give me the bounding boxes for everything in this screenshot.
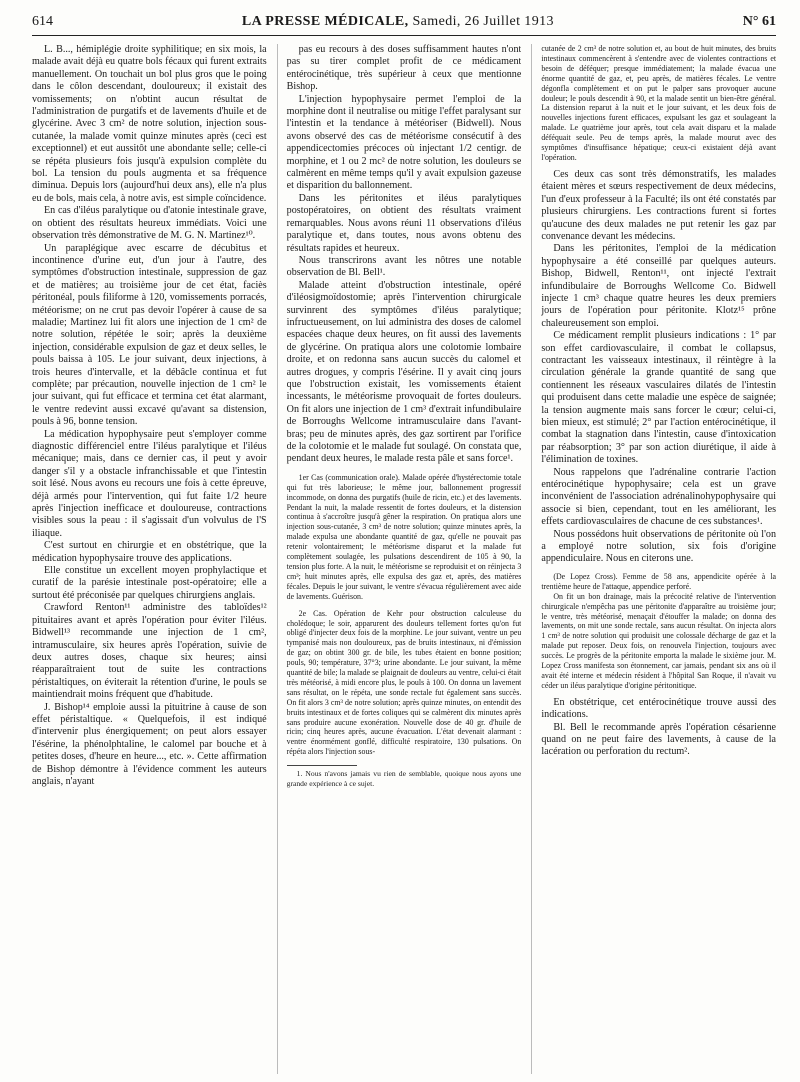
page-header: [32, 14, 776, 36]
paragraph: Crawford Renton¹¹ administre des tabloïdes¹² pituitaires avant et après l'opération pour éviter l'iléus. Bidwell¹³ recommande une injection de 1 cm², intramusculaire, six heures après l'opération, suivie de deux autres doses, chaque six heures; ainsi réapparaîtraient tout de suite les contractions péristaltiques, on éviterait la rétention d'urine, le pouls se maintiendrait moins fréquent que d'habitude.: [32, 602, 267, 701]
case-bell-paragraph: Malade atteint d'obstruction intestinale, opéré d'iléosigmoïdostomie; après l'intervention chirurgicale survinrent des symptômes d'iléus paralytique; infructueusement, on lui administra des doses de calomel espacées chaque deux heures, on fit aussi des lavements de glycérine. On pratiqua alors une colotomie lombaire droite, et on redonna sans aucun succès du calomel et autres drogues, y compris l'ésérine. Il y avait cinq jours que l'obstruction existait, les vomissements étaient incessants, le météorisme provoquait de fortes douleurs. On fit alors une injection de 1 cm³ d'extrait infundibulaire de Borroughs Wellcome intramusculaire dans l'avant-bras; peu de minutes après, des gaz sortirent par l'orifice de la colotomie et le malade fut soulagé. On constata que, pendant deux heures, le malade resta pâle et sans force¹.: [286, 279, 522, 465]
paragraph: Un paraplégique avec escarre de décubitus et incontinence d'urine eut, d'un jour à l'autre, des symptômes d'obstruction intestinale, suppression de gaz et de matières; au troisième jour de cet état, faciès péritonéal, pouls filiforme à 120, vomissements porracés, météorisme; on ne crut pas devoir l'opérer à cause de sa maladie; Martinez lui fit alors une injection de 1 cm² de notre solution, répétée le soir; après la deuxième injection, considérable expulsion de gaz et deux selles, le pouls baissa à 105. Le jour suivant, deux injections, à trois heures d'intervalle, et la débâcle continua et fut complète; par précaution, nouvelle injection de 1 cm² le jour suivant, qui fut efficace et termina cet état alarmant, le ventre redevint aussi excavé qu'avant sa distension, pouls à 96, bonne tension.: [32, 242, 267, 428]
paragraph: Dans les péritonites et iléus paralytiques postopératoires, on obtient des résultats vraiment remarquables. Nous avons réuni 11 observations d'iléus paralytique et, dans toutes, nous avons obtenu des résultats rapides et heureux.: [286, 192, 522, 254]
journal-title: [242, 14, 554, 30]
case-1: 1er Cas (communication orale). Malade opérée d'hystérectomie totale qui fut très laborieuse; le même jour, ballonnement progressif incommode, on donna des purgatifs (huile de ricin, etc.) et des lavements. Pendant la nuit, la malade ressentit de fortes douleurs, et la distension continua à s'accroître jusqu'à gêner la respiration. On pratiqua alors une injection sous-cutanée, 3 cm³ de notre solution; quinze minutes après, la malade expulsa une abondante quantité de gaz, qu'elle ne pouvait pas retenir volontairement; le météorisme disparut et la malade fut complètement soulagée, les pulsations descendirent de 105 à 90, la tension plus forte. A la nuit, le météorisme se reproduisit et on réinjecta 3 cm³; huit minutes après, elle expulsa des gaz et, après, des matières fécales. Depuis le jour suivant, le ventre s'évacua régulièrement avec aide de lavements. Guérison.: [286, 472, 522, 601]
case-reports: [287, 473, 522, 757]
footnote: 1. Nous n'avons jamais vu rien de semblable, quoique nous ayons une grande expérience à ce sujet.: [286, 769, 522, 788]
text-columns: [32, 44, 776, 1074]
paragraph: Ce médicament remplit plusieurs indications : 1° par son effet cardiovasculaire, il combat le collapsus, contractant les vaisseaux intestinaux, il réintègre à la circulation générale la grande quantité de sang que contiennent les réseaux vasculaires dilatés de l'intestin qui produisent dans cette maladie une espèce de saignée; la tension augmente mais sans forcer le cœur; celui-ci, bien mieux, est stimulé; 2° par l'action entérocinétique, il combat la stagnation dans l'intestin, cause d'intoxication par réabsorption; 3° par son action diurétique, il aide à l'élimination de toxines.: [541, 330, 777, 466]
paragraph: L. B..., hémiplégie droite syphilitique; en six mois, la malade avait déjà eu quatre bols fécaux qui furent extraits manuellement. On touchait un bol plus gros que le poing dans le côlon descendant, douloureux; il existait des vomissements; on n'obtint aucun résultat de l'administration de purgatifs et de lavements d'huile et de glycérine. Avec 3 cm² de notre solution, injection sous-cutanée, la malade vomit quinze minutes après (ceci est exceptionnel) et eut aussitôt une abondante selle; celle-ci se répéta plusieurs fois jusqu'à expulsion complète du bol. La tension du pouls augmenta et sa fréquence diminua. Depuis lors (aujourd'hui deux ans), elle n'a plus eu de bols, mais cela, à notre avis, est simple coïncidence.: [32, 44, 267, 204]
case-lopez-cross: [541, 572, 776, 691]
paragraph: En obstétrique, cet entérocinétique trouve aussi des indications.: [541, 696, 777, 721]
case-2-continuation: cutanée de 2 cm³ de notre solution et, au bout de huit minutes, des bruits intestinaux commencèrent à s'entendre avec de violentes contractions et besoin de déféquer; presque immédiatement; la malade évacua une énorme quantité de gaz, et, peu après, de matières fécales. Le ventre dégonfla complètement et on put le palper sans provoquer aucune douleur; le pouls descendit à 90, et la malade sentit un bien-être général. La distension reparut à la nuit et le jour suivant, et les deux fois de nouvelles injections furent efficaces, expulsant les gaz et soulageant la malade. Le quatrième jour après, tout cela avait disparu et la malade déféquait seule. Peu de temps après, la malade mourut avec des symptômes d'insuffisance hépatique; ceux-ci existaient déjà avant l'opération.: [541, 44, 777, 162]
case-cross-text: On fit un bon drainage, mais la précocité relative de l'intervention chirurgicale n'empêcha pas une péritonite d'apparaître au troisième jour; le ventre, très météorisé, menaçait d'étouffer la malade; on donna des lavements, on mit une sonde rectale, sans aucun résultat. On injecta alors 1 cm³ de notre solution qui produisit une colossale décharge de gaz et la malade put reposer. Deux fois, on renouvela l'injection, toujours avec succès. Le progrès de la péritonite emporta la malade le sixième jour. M. Lopez Cross manifesta son étonnement, car jamais, pendant six ans où il avait été interne et médecin résident à l'hôpital San Roque, il n'avait vu céder un iléus paralytique d'origine péritonitique.: [541, 591, 777, 690]
footnote-rule: [287, 765, 357, 766]
paragraph: J. Bishop¹⁴ emploie aussi la pituitrine à cause de son effet péristaltique. « Quelquefois, il est indiqué d'intervenir plus énergiquement; on peut alors essayer l'ésérine, la phénolphtaline, le calomel par bouche et à petites doses, d'heure en heure..., etc. ». Cette affirmation de Bishop démontre à l'évidence comment les auteurs anglais, n'ayant: [32, 701, 267, 787]
case-2-continued: [541, 44, 776, 163]
paragraph: Dans les péritonites, l'emploi de la médication hypophysaire a été conseillé par quelques auteurs. Bishop, Bidwell, Renton¹¹, ont injecté l'extrait infundibulaire de Borroughs Wellcome Co. Bidwell injecte 1 cm³ chaque quatre heures les deux premiers jours de l'opération pour péritonite. Klotz¹⁵ prône chaleureusement son emploi.: [541, 243, 777, 329]
paragraph: L'injection hypophysaire permet l'emploi de la morphine dont il neutralise ou mitige l'effet paralysant sur l'intestin et la tendance à météoriser (Bidwell). Nous avons observé des cas de météorisme consécutif à des appendicectomies précoces où injectant 1/2 centigr. de morphine, et 1 ou 2 mc² de notre solution, les douleurs se calmèrent en même temps qu'il y avait expulsion gazeuse et disparition du ballonnement.: [286, 93, 522, 192]
paragraph: Ces deux cas sont très démonstratifs, les malades étaient mères et sœurs respectivement de deux médecins, l'un d'eux professeur à la Faculté; ils ont été constatés par plusieurs chirurgiens. Les contractions furent si fortes qu'aucune des deux malades ne put retenir les gaz par convenance devant les médecins.: [541, 168, 777, 242]
issue-date: Samedi, 26 Juillet 1913: [412, 14, 554, 29]
paragraph: Nous transcrirons avant les nôtres une notable observation de Bl. Bell¹.: [286, 254, 522, 279]
paragraph: Nous rappelons que l'adrénaline contrarie l'action entérocinétique hypophysaire; cela est un grave inconvénient de l'association adrénalinohypophysaire qui associe si bien, cependant, tout en les améliorant, les effets cardiovasculaires de chacune de ces substances¹.: [541, 466, 777, 528]
column-2: [277, 44, 522, 1074]
paragraph: En cas d'iléus paralytique ou d'atonie intestinale grave, on obtient des résultats heureux immédiats. Voici une observation très démonstrative de M. G. N. Martinez¹⁰.: [32, 205, 267, 242]
paragraph: Elle constitue un excellent moyen prophylactique et curatif de la parésie intestinale post-opératoire; elle a surtout été préconisée par quelques chirurgiens anglais.: [32, 565, 267, 601]
page-number: 614: [32, 14, 53, 29]
column-3-end: [541, 697, 776, 759]
issue-number: N° 61: [742, 14, 776, 29]
paragraph: Bl. Bell le recommande après l'opération césarienne quand on ne peut faire des lavements, à cause de la lacération ou perforation du rectum².: [541, 721, 777, 758]
paragraph: C'est surtout en chirurgie et en obstétrique, que la médication hypophysaire trouve des applications.: [32, 540, 267, 564]
paragraph: pas eu recours à des doses suffisamment hautes n'ont pas su tirer complet profit de ce médicament entérocinétique, très supérieur à ceux que mentionne Bishop.: [286, 44, 522, 93]
paragraph: La médication hypophysaire peut s'employer comme diagnostic différenciel entre l'iléus paralytique et l'iléus mécanique; mais, dans ce dernier cas, il peut y avoir danger s'il y a obstacle infranchissable et que l'intestin soit lésé. Nous avons eu recours une fois à cette épreuve, déjà armés pour l'intervention, qui fut faite 1/2 heure après l'injection inefficace et douloureuse, contractions visibles sous la peau : il s'agissait d'un volvulus de l'S iliaque.: [32, 428, 267, 539]
case-cross-intro: (De Lopez Cross). Femme de 58 ans, appendicite opérée à la trentième heure de l'attaque, appendice perforé.: [541, 571, 777, 591]
case-2: 2e Cas. Opération de Kehr pour obstruction calculeuse du cholédoque; le soir, apparurent des douleurs tellement fortes qu'on fut obligé d'injecter deux fois de la morphine. Le jour suivant, ventre un peu tympanisé mais non douloureux, pas de bruits intestinaux, ni d'émission de gaz; on obtint 300 gr. de bile, les tubes étaient en bonne position; pouls, 90; température, 37°3; urine abondante. Le jour suivant, la même quantité de bile; la malade se plaignait de douleurs au ventre, celui-ci était très météorisé, à midi encore plus, le pouls à 100. On donna un lavement sans résultat, on le répéta, une sonde rectale fut également sans succès. On fit alors 3 cm³ de notre solution; après quinze minutes, on entendit des bruits intestinaux et de fortes coliques qui se calmèrent dix minutes après sans produire aucune exonération. Nouvelle dose de 40 gr. d'huile de ricin; cinq heures après, aucune évacuation. L'état devenait alarmant : ventre énormément gonflé, difficulté respiratoire, 130 pulsations. On répéta alors l'injection sous-: [286, 608, 522, 757]
paragraph: Nous possédons huit observations de péritonite où l'on a employé notre solution, six fois d'origine appendiculaire. Nous en citerons une.: [541, 528, 777, 565]
column-3: [531, 44, 776, 1074]
column-2-body: [287, 44, 522, 466]
journal-name: LA PRESSE MÉDICALE,: [241, 14, 409, 29]
column-1: [32, 44, 267, 1074]
column-3-body: [541, 169, 776, 566]
